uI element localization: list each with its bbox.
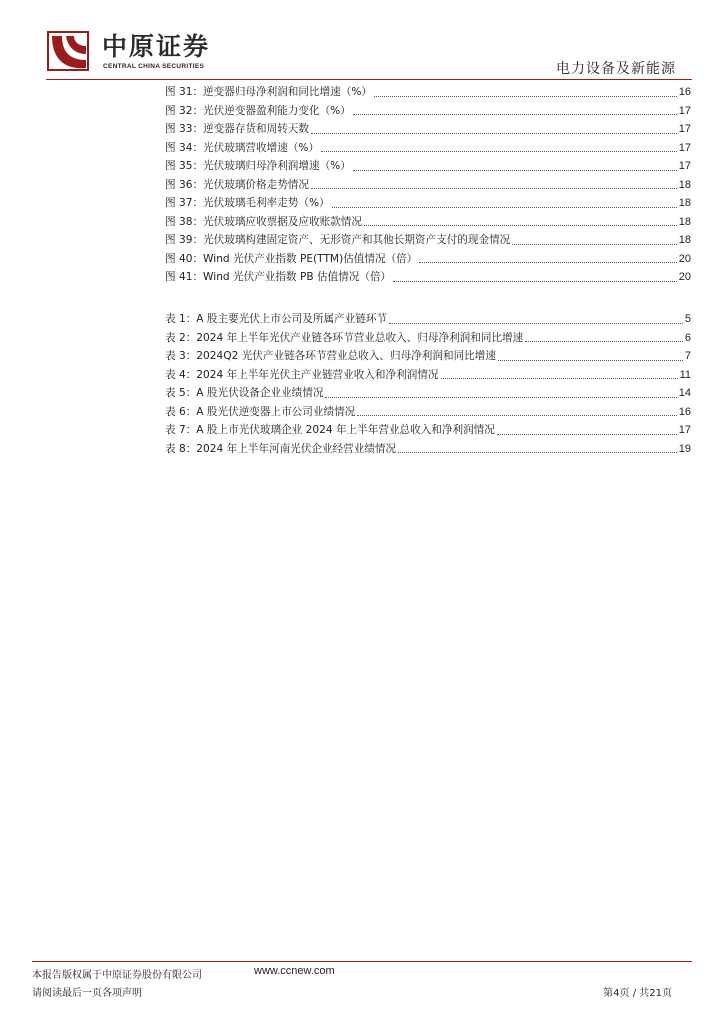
toc-table-page: 6 [684,331,691,344]
toc-figure-row[interactable] [165,250,691,269]
toc-figure-row[interactable] [165,120,691,139]
footer-divider [32,961,692,962]
toc-leader-dots [311,187,677,189]
toc-figure-page: 18 [678,197,691,209]
table-list [165,310,691,458]
toc-leader-dots [321,150,677,152]
toc-leader-dots [353,113,677,115]
footer-website-link[interactable]: www.ccnew.com [254,965,335,977]
toc-figure-page: 18 [678,215,691,228]
toc-table-page: 14 [678,387,691,399]
toc-figure-label: 图 36：光伏玻璃价格走势情况 [165,178,309,191]
toc-figure-label: 图 35：光伏玻璃归母净利润增速（%） [165,160,351,172]
toc-table-page: 11 [679,368,691,381]
toc-leader-dots [398,451,677,453]
toc-leader-dots [332,206,677,208]
company-logo [46,28,246,76]
toc-table-page: 7 [684,350,691,362]
toc-figure-page: 17 [678,160,691,172]
toc-leader-dots [311,132,677,134]
toc-leader-dots [357,414,677,416]
toc-table-label: 表 5：A 股光伏设备企业业绩情况 [165,387,324,399]
toc-table-page: 19 [678,442,691,455]
toc-figure-row[interactable] [165,139,691,158]
toc-figure-label: 图 38：光伏玻璃应收票据及应收账款情况 [165,215,362,228]
toc-table-label: 表 6：A 股光伏逆变器上市公司业绩情况 [165,405,356,418]
header-divider [46,79,692,80]
toc-figure-page: 18 [678,178,691,191]
toc-table-label: 表 2：2024 年上半年光伏产业链各环节营业总收入、归母净利润和同比增速 [165,331,524,344]
toc-figure-label: 图 31：逆变器归母净利润和同比增速（%） [165,86,373,98]
toc-figure-row[interactable] [165,83,691,102]
toc-leader-dots [364,224,677,226]
toc-figure-label: 图 32：光伏逆变器盈利能力变化（%） [165,104,351,117]
toc-figure-row[interactable] [165,213,691,232]
toc-figure-row[interactable] [165,176,691,195]
toc-table-page: 17 [678,424,691,436]
toc-figure-row[interactable] [165,268,691,287]
toc-figure-page: 20 [678,271,691,283]
toc-figure-label: 图 37：光伏玻璃毛利率走势（%） [165,197,330,209]
toc-table-row[interactable] [165,329,691,348]
toc-figure-row[interactable] [165,194,691,213]
toc-table-page: 5 [684,313,691,325]
toc-table-row[interactable] [165,403,691,422]
toc-leader-dots [419,261,676,263]
toc-leader-dots [389,322,683,324]
toc-figure-page: 17 [678,104,691,117]
toc-table-label: 表 4：2024 年上半年光伏主产业链营业收入和净利润情况 [165,368,439,381]
toc-figure-row[interactable] [165,102,691,121]
toc-table-row[interactable] [165,384,691,403]
toc-figure-page: 17 [678,123,691,135]
toc-table-label: 表 7：A 股上市光伏玻璃企业 2024 年上半年营业总收入和净利润情况 [165,424,495,436]
toc-leader-dots [393,280,677,282]
company-logo-mark [46,30,90,72]
toc-figure-page: 18 [678,234,691,246]
footer-copyright: 本报告版权属于中原证券股份有限公司 [32,970,202,981]
company-name-en: CENTRAL CHINA SECURITIES [103,63,205,70]
toc-figure-row[interactable] [165,157,691,176]
toc-leader-dots [525,340,683,342]
figure-list [165,83,691,287]
section-title: 电力设备及新能源 [556,61,676,77]
toc-table-page: 16 [678,405,691,418]
toc-table-label: 表 3：2024Q2 光伏产业链各环节营业总收入、归母净利润和同比增速 [165,350,496,362]
toc-figure-page: 20 [678,252,691,265]
toc-table-row[interactable] [165,310,691,329]
toc-leader-dots [441,377,678,379]
toc-table-row[interactable] [165,366,691,385]
company-name-cn: 中原证券 [102,32,211,61]
toc-figure-label: 图 33：逆变器存货和周转天数 [165,123,309,135]
toc-figure-label: 图 40：Wind 光伏产业指数 PE(TTM)估值情况（倍） [165,252,418,265]
toc-table-label: 表 8：2024 年上半年河南光伏企业经营业绩情况 [165,442,397,455]
footer-disclaimer: 请阅读最后一页各项声明 [32,988,142,999]
toc-table-row[interactable] [165,421,691,440]
toc-leader-dots [497,433,677,435]
toc-figure-label: 图 34：光伏玻璃营收增速（%） [165,141,320,154]
toc-leader-dots [353,169,677,171]
toc-figure-label: 图 39：光伏玻璃构建固定资产、无形资产和其他长期资产支付的现金情况 [165,234,511,246]
toc-table-label: 表 1：A 股主要光伏上市公司及所属产业链环节 [165,313,388,325]
toc-leader-dots [498,359,683,361]
toc-table-row[interactable] [165,440,691,459]
toc-table-row[interactable] [165,347,691,366]
toc-figure-row[interactable] [165,231,691,250]
toc-leader-dots [512,243,676,245]
toc-leader-dots [374,95,677,97]
toc-figure-page: 16 [678,86,691,98]
toc-figure-page: 17 [678,141,691,154]
toc-figure-label: 图 41：Wind 光伏产业指数 PB 估值情况（倍） [165,271,392,283]
toc-leader-dots [325,396,676,398]
footer-page-number: 第4页 / 共21页 [603,988,672,999]
